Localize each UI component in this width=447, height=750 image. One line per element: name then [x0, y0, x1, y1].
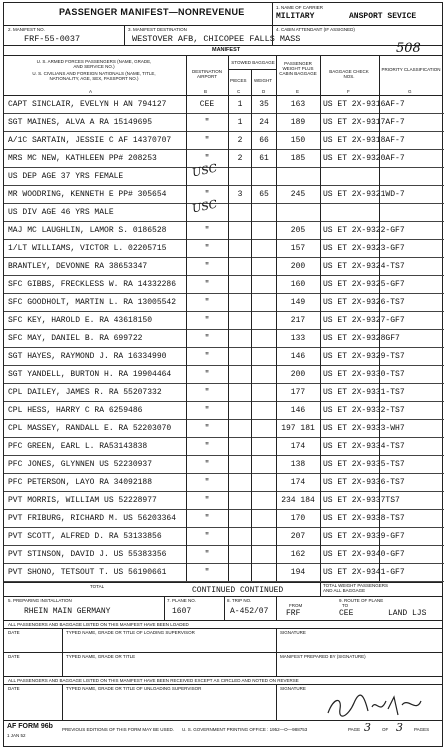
- table-row: [4, 474, 444, 492]
- table-row: [4, 348, 444, 366]
- cell-check: [323, 168, 441, 186]
- cell-dest: ": [204, 334, 210, 343]
- cell-name: CPL DAILEY, JAMES R. RA 55207332: [8, 388, 162, 397]
- page-total: 3: [396, 721, 403, 734]
- passenger-table: [4, 96, 442, 582]
- cell-pieces: [230, 384, 250, 402]
- table-row: [4, 366, 444, 384]
- cell-check: US ET 2X-9320AF-7: [323, 154, 405, 163]
- cell-pieces: [230, 348, 250, 366]
- cell-name: SGT HAYES, RAYMOND J. RA 16334990: [8, 352, 167, 361]
- table-row: [4, 132, 444, 150]
- manifest-no: FRF-55-0037: [24, 34, 81, 44]
- cell-weight: [253, 258, 275, 276]
- cell-weight: [253, 528, 275, 546]
- cell-check: US ET 2X-9322-GF7: [323, 226, 405, 235]
- cell-dest: ": [204, 388, 210, 397]
- table-row: [4, 384, 444, 402]
- header-civilians: U. S. CIVILIANS AND FOREIGN NATIONALS (NAME, TITLE, NATIONALITY, AGE, SEX, PASSPORT NO.): [32, 71, 156, 81]
- cell-weight: [253, 348, 275, 366]
- cell-check: US ET 2X-9334-TS7: [323, 442, 405, 451]
- cell-dest: ": [204, 406, 210, 415]
- cell-check: US ET 2X-9341-GF7: [323, 568, 405, 577]
- cell-dest: ": [204, 478, 210, 487]
- cell-weight: [253, 168, 275, 186]
- cell-pieces: [230, 168, 250, 186]
- cell-pweight: 157: [290, 244, 306, 253]
- cell-weight: [253, 366, 275, 384]
- cell-check: US ET 2X-9338-TS7: [323, 514, 405, 523]
- col-d-letter: D: [262, 89, 266, 94]
- cell-pweight: 185: [290, 154, 306, 163]
- usc-annotation-1: USC: [190, 161, 219, 180]
- table-row: [4, 186, 444, 204]
- cell-weight: [253, 546, 275, 564]
- table-row: [4, 168, 444, 186]
- cell-pweight: 245: [290, 190, 306, 199]
- cell-check: US ET 2X-9326-TS7: [323, 298, 405, 307]
- cell-check: US ET 2X-9331-TS7: [323, 388, 405, 397]
- table-row: [4, 240, 444, 258]
- cell-name: SGT YANDELL, BURTON H. RA 19904464: [8, 370, 172, 379]
- date-label-3: DATE: [8, 686, 20, 691]
- cell-pieces: 2: [237, 136, 243, 145]
- cell-pieces: [230, 258, 250, 276]
- cell-dest: ": [204, 442, 210, 451]
- signature-label-2: SIGNATURE: [280, 686, 306, 691]
- cell-dest: ": [204, 136, 210, 145]
- cell-dest: ": [204, 154, 210, 163]
- plane-no: 1607: [172, 607, 192, 616]
- cell-weight: [253, 492, 275, 510]
- cell-pieces: [230, 420, 250, 438]
- cell-pweight: 162: [290, 550, 306, 559]
- table-row: [4, 258, 444, 276]
- header-destination-airport: DESTINATION AIRPORT: [192, 69, 222, 79]
- manifest-section-label: MANIFEST: [212, 47, 241, 53]
- cell-name: SFC GIBBS, FRECKLESS W. RA 14332286: [8, 280, 177, 289]
- cell-check: US ET 2X-9330-TS7: [323, 370, 405, 379]
- cell-pweight: 149: [290, 298, 306, 307]
- previous-editions-note: PREVIOUS EDITIONS OF THIS FORM MAY BE USED.: [62, 727, 175, 732]
- cell-pieces: 3: [237, 190, 243, 199]
- cell-dest: ": [204, 550, 210, 559]
- cell-pieces: [230, 330, 250, 348]
- cell-pieces: [230, 528, 250, 546]
- cell-weight: [253, 276, 275, 294]
- cell-pieces: 1: [237, 100, 243, 109]
- cell-name: CPL HESS, HARRY C RA 6259486: [8, 406, 143, 415]
- cell-pweight: 150: [290, 136, 306, 145]
- cell-pweight: 146: [290, 406, 306, 415]
- cell-pieces: [230, 222, 250, 240]
- cell-dest: ": [204, 352, 210, 361]
- page-number: 3: [364, 721, 371, 734]
- col-e-letter: E: [296, 89, 300, 94]
- cell-weight: [253, 456, 275, 474]
- cell-weight: [253, 510, 275, 528]
- header-passenger-weight: PASSENGER WEIGHT PLUS CABIN BAGGAGE: [279, 61, 317, 76]
- table-row: [4, 402, 444, 420]
- cell-weight: [253, 240, 275, 258]
- plane-no-label: 7. PLANE NO.: [167, 598, 197, 603]
- header-weight: WEIGHT: [254, 78, 272, 83]
- col-c-letter: C: [237, 89, 241, 94]
- handwritten-page-number: 508: [396, 41, 421, 56]
- cell-check: US ET 2X-9340-GF7: [323, 550, 405, 559]
- cell-check: US ET 2X-9323-GF7: [323, 244, 405, 253]
- col-g-letter: G: [408, 89, 412, 94]
- cell-name: PVT STINSON, DAVID J. US 55383356: [8, 550, 167, 559]
- col-a-letter: A: [89, 89, 93, 94]
- cell-name: MR WOODRING, KENNETH E PP# 305654: [8, 190, 167, 199]
- manifest-prepared-by-label: MANIFEST PREPARED BY (SIGNATURE): [280, 654, 366, 659]
- cell-pweight: 194: [290, 568, 306, 577]
- cell-check: US ET 2X-9327-GF7: [323, 316, 405, 325]
- cell-pieces: [230, 204, 250, 222]
- form-title: PASSENGER MANIFEST—NONREVENUE: [59, 7, 245, 17]
- table-row: [4, 294, 444, 312]
- loaded-statement: ALL PASSENGERS AND BAGGAGE LISTED ON THIS MANIFEST HAVE BEEN LOADED: [8, 622, 189, 627]
- cell-pweight: 200: [290, 370, 306, 379]
- cell-pieces: [230, 276, 250, 294]
- cell-dest: ": [204, 424, 210, 433]
- trip-no: A-452/07: [230, 607, 269, 616]
- cell-pieces: [230, 240, 250, 258]
- table-row: [4, 114, 444, 132]
- cell-pieces: [230, 456, 250, 474]
- cell-check: US ET 2X-9321WD-7: [323, 190, 405, 199]
- signature-image: [324, 693, 424, 719]
- carrier-label: 1. NAME OF CARRIER: [276, 5, 324, 10]
- cell-dest: ": [204, 226, 210, 235]
- cell-name: SFC GOODHOLT, MARTIN L. RA 13005542: [8, 298, 177, 307]
- cell-dest: ": [204, 262, 210, 271]
- cell-name: 1/LT WILLIAMS, VICTOR L. 02205715: [8, 244, 167, 253]
- cell-name: PVT SHONO, TETSOUT T. US 56190661: [8, 568, 167, 577]
- total-label: TOTAL: [90, 584, 105, 589]
- cell-pweight: 189: [290, 118, 306, 127]
- table-row: [4, 204, 444, 222]
- cell-pweight: 138: [290, 460, 306, 469]
- cell-check: US ET 2X-9339-GF7: [323, 532, 405, 541]
- preparing-installation: RHEIN MAIN GERMANY: [24, 607, 111, 616]
- cell-pweight: 207: [290, 532, 306, 541]
- cell-pweight: 234 184: [281, 496, 315, 505]
- cell-check: US ET 2X-9337TS7: [323, 496, 400, 505]
- cell-name: CAPT SINCLAIR, EVELYN H AN 794127: [8, 100, 167, 109]
- cell-weight: [253, 402, 275, 420]
- cell-pieces: [230, 294, 250, 312]
- cell-name: US DIV AGE 46 YRS MALE: [8, 208, 114, 217]
- cell-dest: ": [204, 118, 210, 127]
- table-row: [4, 438, 444, 456]
- trip-no-label: 8. TRIP NO.: [227, 598, 252, 603]
- cell-name: PFC JONES, GLYNNEN US 52230937: [8, 460, 153, 469]
- cell-pieces: [230, 474, 250, 492]
- cell-dest: ": [204, 514, 210, 523]
- cell-pieces: 1: [237, 118, 243, 127]
- cell-check: US ET 2X-9316AF-7: [323, 100, 405, 109]
- cell-check: US ET 2X-9332-TS7: [323, 406, 405, 415]
- cell-weight: [253, 312, 275, 330]
- preparing-installation-label: 5. PREPARING INSTALLATION: [8, 598, 72, 603]
- loading-supervisor-label: TYPED NAME, GRADE OR TITLE OF LOADING SUPERVISOR: [66, 630, 195, 635]
- cell-pweight: 133: [290, 334, 306, 343]
- cell-weight: 24: [259, 118, 269, 127]
- cell-weight: 65: [259, 190, 269, 199]
- cell-weight: [253, 564, 275, 582]
- table-row: [4, 564, 444, 582]
- cell-dest: CEE: [199, 100, 215, 109]
- cell-weight: 35: [259, 100, 269, 109]
- cell-pieces: [230, 492, 250, 510]
- cell-weight: [253, 420, 275, 438]
- carrier-value-continued: ANSPORT SEVICE: [349, 12, 417, 21]
- route-to-label: TO: [342, 603, 349, 608]
- cell-pweight: 174: [290, 478, 306, 487]
- cell-weight: [253, 474, 275, 492]
- table-row: [4, 420, 444, 438]
- cell-check: US ET 2X-9329-TS7: [323, 352, 405, 361]
- gpo-note: U. S. GOVERNMENT PRINTING OFFICE : 1952—O—988753: [182, 727, 308, 732]
- table-row: [4, 222, 444, 240]
- manifest-form: [3, 2, 443, 747]
- attendant-label: 4. CABIN ATTENDANT (IF ASSIGNED): [276, 27, 355, 32]
- cell-name: PFC PETERSON, LAYO RA 34092188: [8, 478, 153, 487]
- cell-check: US ET 2X-9335-TS7: [323, 460, 405, 469]
- cell-dest: ": [204, 460, 210, 469]
- cell-pweight: 146: [290, 352, 306, 361]
- cell-pweight: 205: [290, 226, 306, 235]
- unloading-supervisor-label: TYPED NAME, GRADE OR TITLE OF UNLOADING SUPERVISOR: [66, 686, 202, 691]
- cell-weight: [253, 294, 275, 312]
- cell-weight: 66: [259, 136, 269, 145]
- cell-pweight: 160: [290, 280, 306, 289]
- cell-check: [323, 204, 441, 222]
- cell-check: US ET 2X-9318AF-7: [323, 136, 405, 145]
- form-id: AF FORM 96b: [7, 723, 53, 730]
- table-row: [4, 510, 444, 528]
- continued-stamp: CONTINUED CONTINUED: [192, 586, 284, 595]
- usc-annotation-2: USC: [190, 197, 219, 216]
- cell-name: PVT FRIBURG, RICHARD M. US 56203364: [8, 514, 177, 523]
- route-from: FRF: [286, 609, 301, 618]
- cell-name: A/1C SARTAIN, JESSIE C AF 14370707: [8, 136, 172, 145]
- cell-pweight: [278, 204, 318, 222]
- carrier-value: MILITARY: [276, 12, 315, 21]
- cell-pweight: 217: [290, 316, 306, 325]
- cell-dest: ": [204, 280, 210, 289]
- cell-dest: ": [204, 496, 210, 505]
- cell-dest: ": [204, 298, 210, 307]
- route-from-label: FROM: [289, 603, 303, 608]
- header-baggage-check: BAGGAGE CHECK NOS.: [329, 69, 369, 79]
- route-to: CEE: [339, 609, 354, 618]
- col-f-letter: F: [347, 89, 350, 94]
- table-row: [4, 330, 444, 348]
- pages-label: PAGES: [414, 727, 430, 732]
- table-row: [4, 528, 444, 546]
- date-label-2: DATE: [8, 654, 20, 659]
- cell-name: SGT MAINES, ALVA A RA 15149695: [8, 118, 153, 127]
- cell-name: US DEP AGE 37 YRS FEMALE: [8, 172, 124, 181]
- cell-pieces: 2: [237, 154, 243, 163]
- cell-weight: [253, 204, 275, 222]
- cell-dest: ": [204, 244, 210, 253]
- cell-pweight: 174: [290, 442, 306, 451]
- cell-dest: ": [204, 568, 210, 577]
- cell-pweight: 197 181: [281, 424, 315, 433]
- manifest-destination: WESTOVER AFB, CHICOPEE FALLS MASS: [132, 34, 301, 44]
- cell-dest: ": [204, 190, 210, 199]
- cell-check: US ET 2X-9324-TS7: [323, 262, 405, 271]
- header-stowed-baggage: STOWED BAGGAGE: [231, 60, 275, 65]
- cell-weight: 61: [259, 154, 269, 163]
- cell-check: US ET 2X-9317AF-7: [323, 118, 405, 127]
- cell-check: US ET 2X-9325-GF7: [323, 280, 405, 289]
- date-label-1: DATE: [8, 630, 20, 635]
- table-row: [4, 492, 444, 510]
- cell-pieces: [230, 438, 250, 456]
- page-label: PAGE: [348, 727, 361, 732]
- header-armed-forces: U. S. ARMED FORCES PASSENGERS (NAME, GRADE, AND SERVICE NO.): [36, 59, 152, 69]
- table-row: [4, 96, 444, 114]
- cell-name: PFC GREEN, EARL L. RA53143838: [8, 442, 148, 451]
- destination-label: 3. MANIFEST DESTINATION: [128, 27, 187, 32]
- cell-pweight: 163: [290, 100, 306, 109]
- table-row: [4, 546, 444, 564]
- table-row: [4, 150, 444, 168]
- form-date: 1 JAN 52: [7, 733, 26, 738]
- cell-dest: ": [204, 532, 210, 541]
- cell-name: BRANTLEY, DEVONNE RA 38653347: [8, 262, 148, 271]
- cell-check: US ET 2X-9333-WH7: [323, 424, 405, 433]
- table-row: [4, 276, 444, 294]
- cell-pweight: 170: [290, 514, 306, 523]
- cell-check: US ET 2X-9336-TS7: [323, 478, 405, 487]
- cell-name: CPL MASSEY, RANDALL E. RA 52203070: [8, 424, 172, 433]
- cell-name: PVT MORRIS, WILLIAM US 52228977: [8, 496, 157, 505]
- cell-weight: [253, 438, 275, 456]
- cell-pieces: [230, 546, 250, 564]
- received-statement: ALL PASSENGERS AND BAGGAGE LISTED ON THIS MANIFEST HAVE BEEN RECEIVED EXCEPT AS CIRCLED AND NOTED ON REVERSE: [8, 678, 299, 683]
- cell-dest: ": [204, 370, 210, 379]
- signature-label-1: SIGNATURE: [280, 630, 306, 635]
- cell-name: SFC MAY, DANIEL B. RA 699722: [8, 334, 143, 343]
- cell-check: US ET 2X-9328GF7: [323, 334, 400, 343]
- cell-pweight: 200: [290, 262, 306, 271]
- cell-dest: ": [204, 316, 210, 325]
- cell-pieces: [230, 366, 250, 384]
- cell-pweight: [278, 168, 318, 186]
- table-row: [4, 312, 444, 330]
- manifest-no-label: 2. MANIFEST NO.: [8, 27, 45, 32]
- cell-name: PVT SCOTT, ALFRED D. RA 53133856: [8, 532, 162, 541]
- cell-name: MRS MC NEW, KATHLEEN PP# 208253: [8, 154, 157, 163]
- cell-name: MAJ MC LAUGHLIN, LAMOR S. 0186528: [8, 226, 167, 235]
- cell-weight: [253, 384, 275, 402]
- table-row: [4, 456, 444, 474]
- route-land: LAND LJS: [388, 609, 427, 618]
- of-label: OF: [382, 727, 389, 732]
- cell-pweight: 177: [290, 388, 306, 397]
- header-priority: PRIORITY CLASSIFICATION: [381, 67, 441, 72]
- cell-weight: [253, 330, 275, 348]
- cell-weight: [253, 222, 275, 240]
- cell-pieces: [230, 402, 250, 420]
- col-b-letter: B: [204, 89, 208, 94]
- typed-name-title-label: TYPED NAME, GRADE OR TITLE: [66, 654, 136, 659]
- cell-pieces: [230, 564, 250, 582]
- route-label: 9. ROUTE OF PLANE: [339, 598, 384, 603]
- header-pieces: PIECES: [230, 78, 247, 83]
- cell-pieces: [230, 510, 250, 528]
- cell-name: SFC KEY, HAROLD E. RA 43618150: [8, 316, 153, 325]
- total-weight-label: TOTAL WEIGHT PASSENGERS AND ALL BAGGAGE: [323, 583, 389, 593]
- cell-pieces: [230, 312, 250, 330]
